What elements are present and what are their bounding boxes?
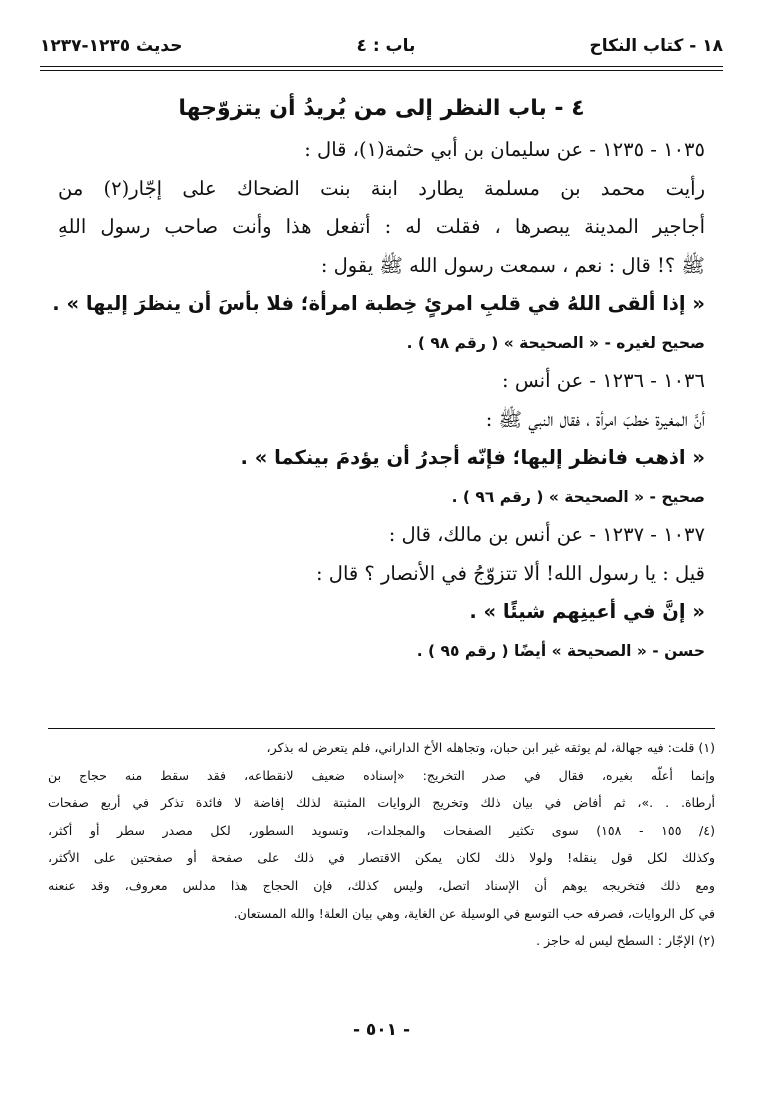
running-header [40, 28, 723, 64]
hadith-quote: « إذا ألقى اللهُ في قلبِ امرئٍ خِطبة امرأة؛ فلا بأسَ أن ينظرَ إليها » . [52, 292, 705, 315]
header-rule [40, 66, 723, 67]
text-line: رأيت محمد بن مسلمة يطارد ابنة بنت الضحاك على إجّار(٢) من [58, 176, 705, 200]
footnote-line: (١) قلت: فيه جهالة، لم يوثقه غير ابن حبان، وتجاهله الأخ الداراني، فلم يتعرض له بذكر، [266, 740, 715, 755]
footnote-line: وإنما أعلّه بغيره، فقال في صدر التخريج: «إسناده ضعيف لانقطاعه، فقد سقط منه حجاج بن [48, 767, 715, 783]
hadith-quote: « اذهب فانظر إليها؛ فإنّه أجدرُ أن يؤدمَ بينكما » . [240, 446, 705, 469]
hadith-1037-heading: ١٠٣٧ - ١٢٣٧ - عن أنس بن مالك، قال : [388, 523, 705, 546]
header-book-title: ١٨ - كتاب النكاح [589, 36, 723, 56]
chapter-title: ٤ - باب النظر إلى من يُريدُ أن يتزوّجها [178, 96, 585, 121]
text-line: ﷺ ؟! قال : نعم ، سمعت رسول الله ﷺ يقول : [320, 253, 705, 277]
grading-line: حسن - « الصحيحة » أيضًا ( رقم ٩٥ ) . [416, 641, 705, 660]
hadith-1035-heading: ١٠٣٥ - ١٢٣٥ - عن سليمان بن أبي حثمة(١)، قال : [304, 138, 705, 161]
hadith-1036-heading: ١٠٣٦ - ١٢٣٦ - عن أنس : [502, 369, 705, 392]
grading-line: صحيح لغيره - « الصحيحة » ( رقم ٩٨ ) . [406, 333, 705, 352]
footnote-separator [48, 728, 715, 729]
header-hadith-range: حديث ١٢٣٥-١٢٣٧ [40, 36, 183, 56]
footnotes [48, 734, 715, 955]
footnote-line: (٤/ ١٥٥ - ١٥٨) سوى تكثير الصفحات والمجلدات، وتسويد السطور، لكل مصدر سطر أو أكثر، [48, 822, 715, 838]
grading-line: صحيح - « الصحيحة » ( رقم ٩٦ ) . [451, 487, 705, 506]
text-line: أجاجير المدينة يبصرها ، فقلت له : أتفعل هذا وأنت صاحب رسول اللهِ [58, 215, 705, 238]
main-text [52, 92, 705, 670]
header-chapter-number: باب : ٤ [356, 36, 416, 56]
text-line: قيل : يا رسول الله! ألا تتزوّجُ في الأنصار ؟ قال : [316, 561, 705, 585]
hadith-quote: « إنَّ في أعينِهم شيئًا » . [469, 600, 705, 623]
footnote-line: وكذلك لكل قول ينقله! ولولا ذلك لكان يمكن الاقتصار في ذلك على صفحة أو صفحتين على الأكثر، [48, 850, 715, 866]
header-rule [40, 70, 723, 71]
text-line: أنَّ المغيرة خطبَ امرأة ، فقال النبي ﷺ : [485, 407, 705, 431]
page-number: - ٥٠١ - [352, 1020, 411, 1040]
footnote-line: أرطاة. . .»، ثم أفاض في بيان ذلك وتخريج الروايات المثبتة لذلك إفاضة لا فائدة تذكر في أربع صفحات [48, 795, 715, 811]
footnote-line: في كل الروايات، فصرفه حب التوسع في الوسيلة عن الغاية، وهي بيان العلة! والله المستعان. [233, 905, 715, 921]
footnote-line: ومع ذلك فتخريجه يوهم أن الإسناد اتصل، وليس كذلك، فإن الحجاج هذا مدلس معروف، وقد عنعنه [48, 877, 715, 893]
footnote-line: (٢) الإجّار : السطح ليس له حاجز . [536, 933, 715, 949]
